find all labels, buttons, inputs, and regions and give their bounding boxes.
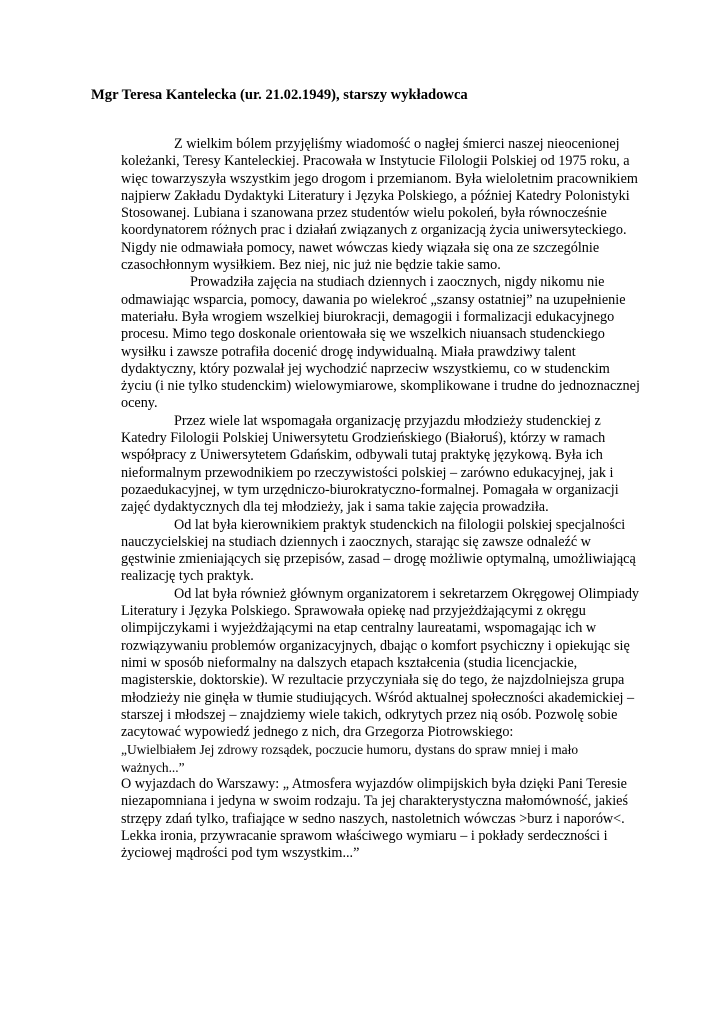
paragraph-teaching: Prowadziła zajęcia na studiach dziennych i zaocznych, nigdy nikomu nie odmawiając wsparcia, pomocy, dawania po wielekroć „szansy ostatniej” na uzupełnienie materiału. Była wrogiem wszelkiej biurokracji, demagogii i formalizacji edukacyjnego procesu. Mimo tego doskonale orientowała się we wszelkich niuansach studenckiego wysiłku i zawsze potrafiła docenić drogę indywidualną. Miała prawdziwy talent dydaktyczny, który pozwalał jej wychodzić naprzeciw wszystkiemu, co w studenckim życiu (i nie tylko studenckim) wielowymiarowe, skomplikowane i trudne do jednoznacznej oceny.: [121, 274, 640, 412]
document-title: Mgr Teresa Kantelecka (ur. 21.02.1949), starszy wykładowca: [91, 87, 468, 103]
paragraph-olympiad: Od lat była również głównym organizatorem i sekretarzem Okręgowej Olimpiady Literatury i Języka Polskiego. Sprawowała opiekę nad przyjeżdżającymi z okręgu olimpijczykami i wyjeżdżającymi na etap centralny laureatami, wspomagając ich w rozwiązywaniu problemów organizacyjnych, dbając o komfort psychiczny i opiekując się nimi w sposób nieformalny na dalszych etapach kształcenia (studia licencjackie, magisterskie, doktorskie). W rezultacie przyczyniała się do tego, że najzdolniejsza grupa młodzieży nie ginęła w tłumie studiujących. Wśród aktualnej społeczności akademickiej – starszej i młodszej – znajdziemy wiele takich, odkrytych przez nią osób. Pozwolę sobie zacytować wypowiedź jednego z nich, dra Grzegorza Piotrowskiego:: [121, 585, 640, 741]
quote-second: O wyjazdach do Warszawy: „ Atmosfera wyjazdów olimpijskich była dzięki Pani Teresie niezapomniana i jedyna w swoim rodzaju. Ta jej charakterystyczna małomówność, jakieś strzępy zdań tylko, trafiające w sedno naszych, nastoletnich wówczas >burz i naporów<. Lekka ironia, przywracanie sprawom właściwego wymiaru – i pokłady serdeczności i życiowej mądrości pod tym wszystkim...”: [121, 775, 628, 862]
document-body: [121, 136, 641, 862]
paragraph-intro: Z wielkim bólem przyjęliśmy wiadomość o nagłej śmierci naszej nieocenionej koleżanki, Teresy Kanteleckiej. Pracowała w Instytucie Filologii Polskiej od 1975 roku, a więc towarzyszyła wszystkim jego drogom i przemianom. Była wieloletnim pracownikiem najpierw Zakładu Dydaktyki Literatury i Języka Polskiego, a później Katedry Polonistyki Stosowanej. Lubiana i szanowana przez studentów wielu pokoleń, była równocześnie koordynatorem różnych prac i działań związanych z organizacją życia uniwersyteckiego. Nigdy nie odmawiała pomocy, nawet wówczas kiedy wiązała się ona ze szczególnie czasochłonnym wysiłkiem. Bez niej, nic już nie będzie takie samo.: [121, 136, 638, 274]
paragraph-practice: Od lat była kierownikiem praktyk studenckich na filologii polskiej specjalności nauczycielskiej na studiach dziennych i zaocznych, starając się zawsze odnaleźć w gęstwinie zmieniających się przepisów, zasad – drogę możliwie optymalną, umożliwiającą realizację tych praktyk.: [121, 516, 636, 585]
quote-first: „Uwielbiałem Jej zdrowy rozsądek, poczucie humoru, dystans do spraw mniej i mało ważnych...”: [121, 742, 579, 775]
paragraph-grodno: Przez wiele lat wspomagała organizację przyjazdu młodzieży studenckiej z Katedry Filologii Polskiej Uniwersytetu Grodzieńskiego (Białoruś), którzy w ramach współpracy z Uniwersytetem Gdańskim, odbywali tutaj praktykę językową. Była ich nieformalnym przewodnikiem po rzeczywistości polskiej – zarówno edukacyjnej, jak i pozaedukacyjnej, w tym urzędniczo-biurokratyczno-formalnej. Pomagała w organizacji zajęć dydaktycznych dla tej młodzieży, jak i sama takie zajęcia prowadziła.: [121, 412, 619, 516]
